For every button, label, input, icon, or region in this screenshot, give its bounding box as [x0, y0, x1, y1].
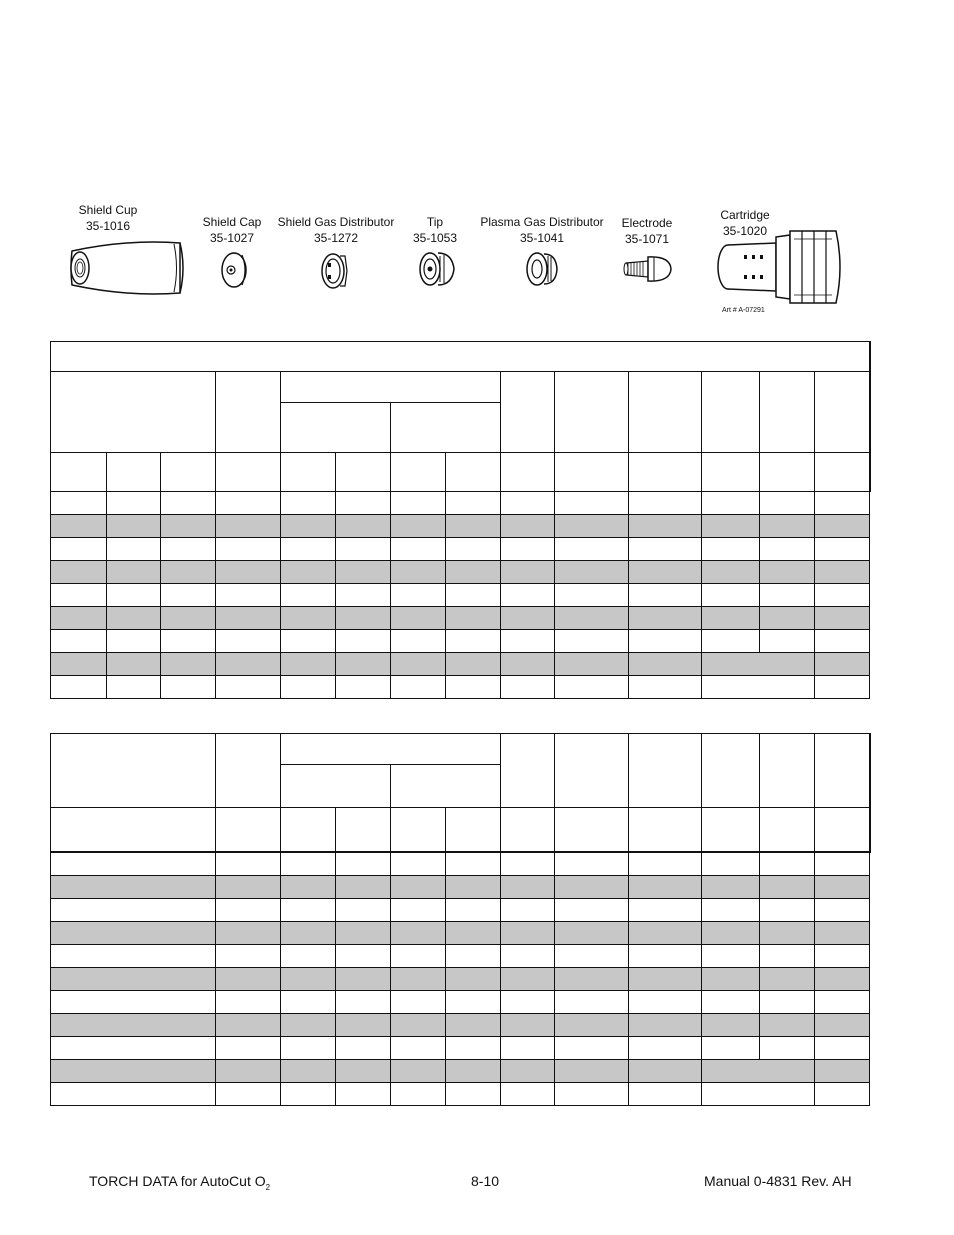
table-row — [51, 968, 870, 991]
footer-title-subscript: 2 — [265, 1182, 271, 1192]
part-name: Shield Cup — [78, 203, 138, 217]
part-number: 35-1016 — [85, 219, 131, 233]
shield-gas-distributor-icon — [318, 250, 352, 292]
part-name: Shield Gas Distributor — [277, 215, 395, 229]
table-unit-row — [51, 453, 870, 492]
table-row — [51, 1083, 870, 1106]
shield-cup-icon — [68, 235, 190, 301]
part-number: 35-1027 — [209, 231, 255, 245]
table-row — [51, 630, 870, 653]
table-row — [51, 922, 870, 945]
table-row — [51, 492, 870, 515]
table-row — [51, 1014, 870, 1037]
part-number: 35-1053 — [412, 231, 458, 245]
part-number: 35-1020 — [722, 224, 768, 238]
table-row — [51, 1060, 870, 1083]
torch-data-table-1 — [50, 341, 871, 699]
tip-icon — [410, 248, 458, 290]
table-row — [51, 945, 870, 968]
table-row — [51, 653, 870, 676]
table-header-row — [51, 734, 870, 765]
footer-left — [89, 1173, 270, 1192]
table-row — [51, 584, 870, 607]
part-label-shield-cup — [79, 202, 138, 234]
footer-title: TORCH DATA for AutoCut O — [89, 1173, 266, 1189]
table-row — [51, 991, 870, 1014]
torch-data-table-2 — [50, 733, 871, 1106]
table-row — [51, 561, 870, 584]
table-title-row — [51, 342, 870, 372]
page-number: 8-10 — [471, 1173, 500, 1189]
table-row — [51, 538, 870, 561]
cartridge-icon — [714, 225, 846, 307]
table-row — [51, 676, 870, 699]
part-number: 35-1272 — [313, 231, 359, 245]
table-row — [51, 876, 870, 899]
part-label-plasma-gas-distributor — [480, 214, 603, 246]
part-number: 35-1041 — [519, 231, 565, 245]
shield-cap-icon — [218, 250, 250, 290]
part-label-shield-cap — [203, 214, 262, 246]
part-name: Electrode — [621, 216, 673, 230]
table-row — [51, 852, 870, 876]
part-name: Plasma Gas Distributor — [480, 215, 604, 229]
table-unit-row — [51, 808, 870, 853]
part-label-tip — [413, 214, 457, 246]
part-name: Cartridge — [720, 208, 770, 222]
part-name: Shield Cap — [202, 215, 262, 229]
table-header-row — [51, 372, 870, 403]
table-row — [51, 607, 870, 630]
art-number: Art # A-07291 — [722, 307, 765, 314]
part-name: Tip — [426, 215, 444, 229]
table-row — [51, 1037, 870, 1060]
part-number: 35-1071 — [624, 232, 670, 246]
part-label-electrode — [622, 215, 673, 247]
table-row — [51, 899, 870, 922]
manual-number: Manual 0-4831 Rev. AH — [704, 1173, 852, 1189]
part-label-shield-gas-distributor — [278, 214, 395, 246]
table-row — [51, 515, 870, 538]
electrode-icon — [622, 253, 674, 285]
plasma-gas-distributor-icon — [522, 249, 560, 289]
